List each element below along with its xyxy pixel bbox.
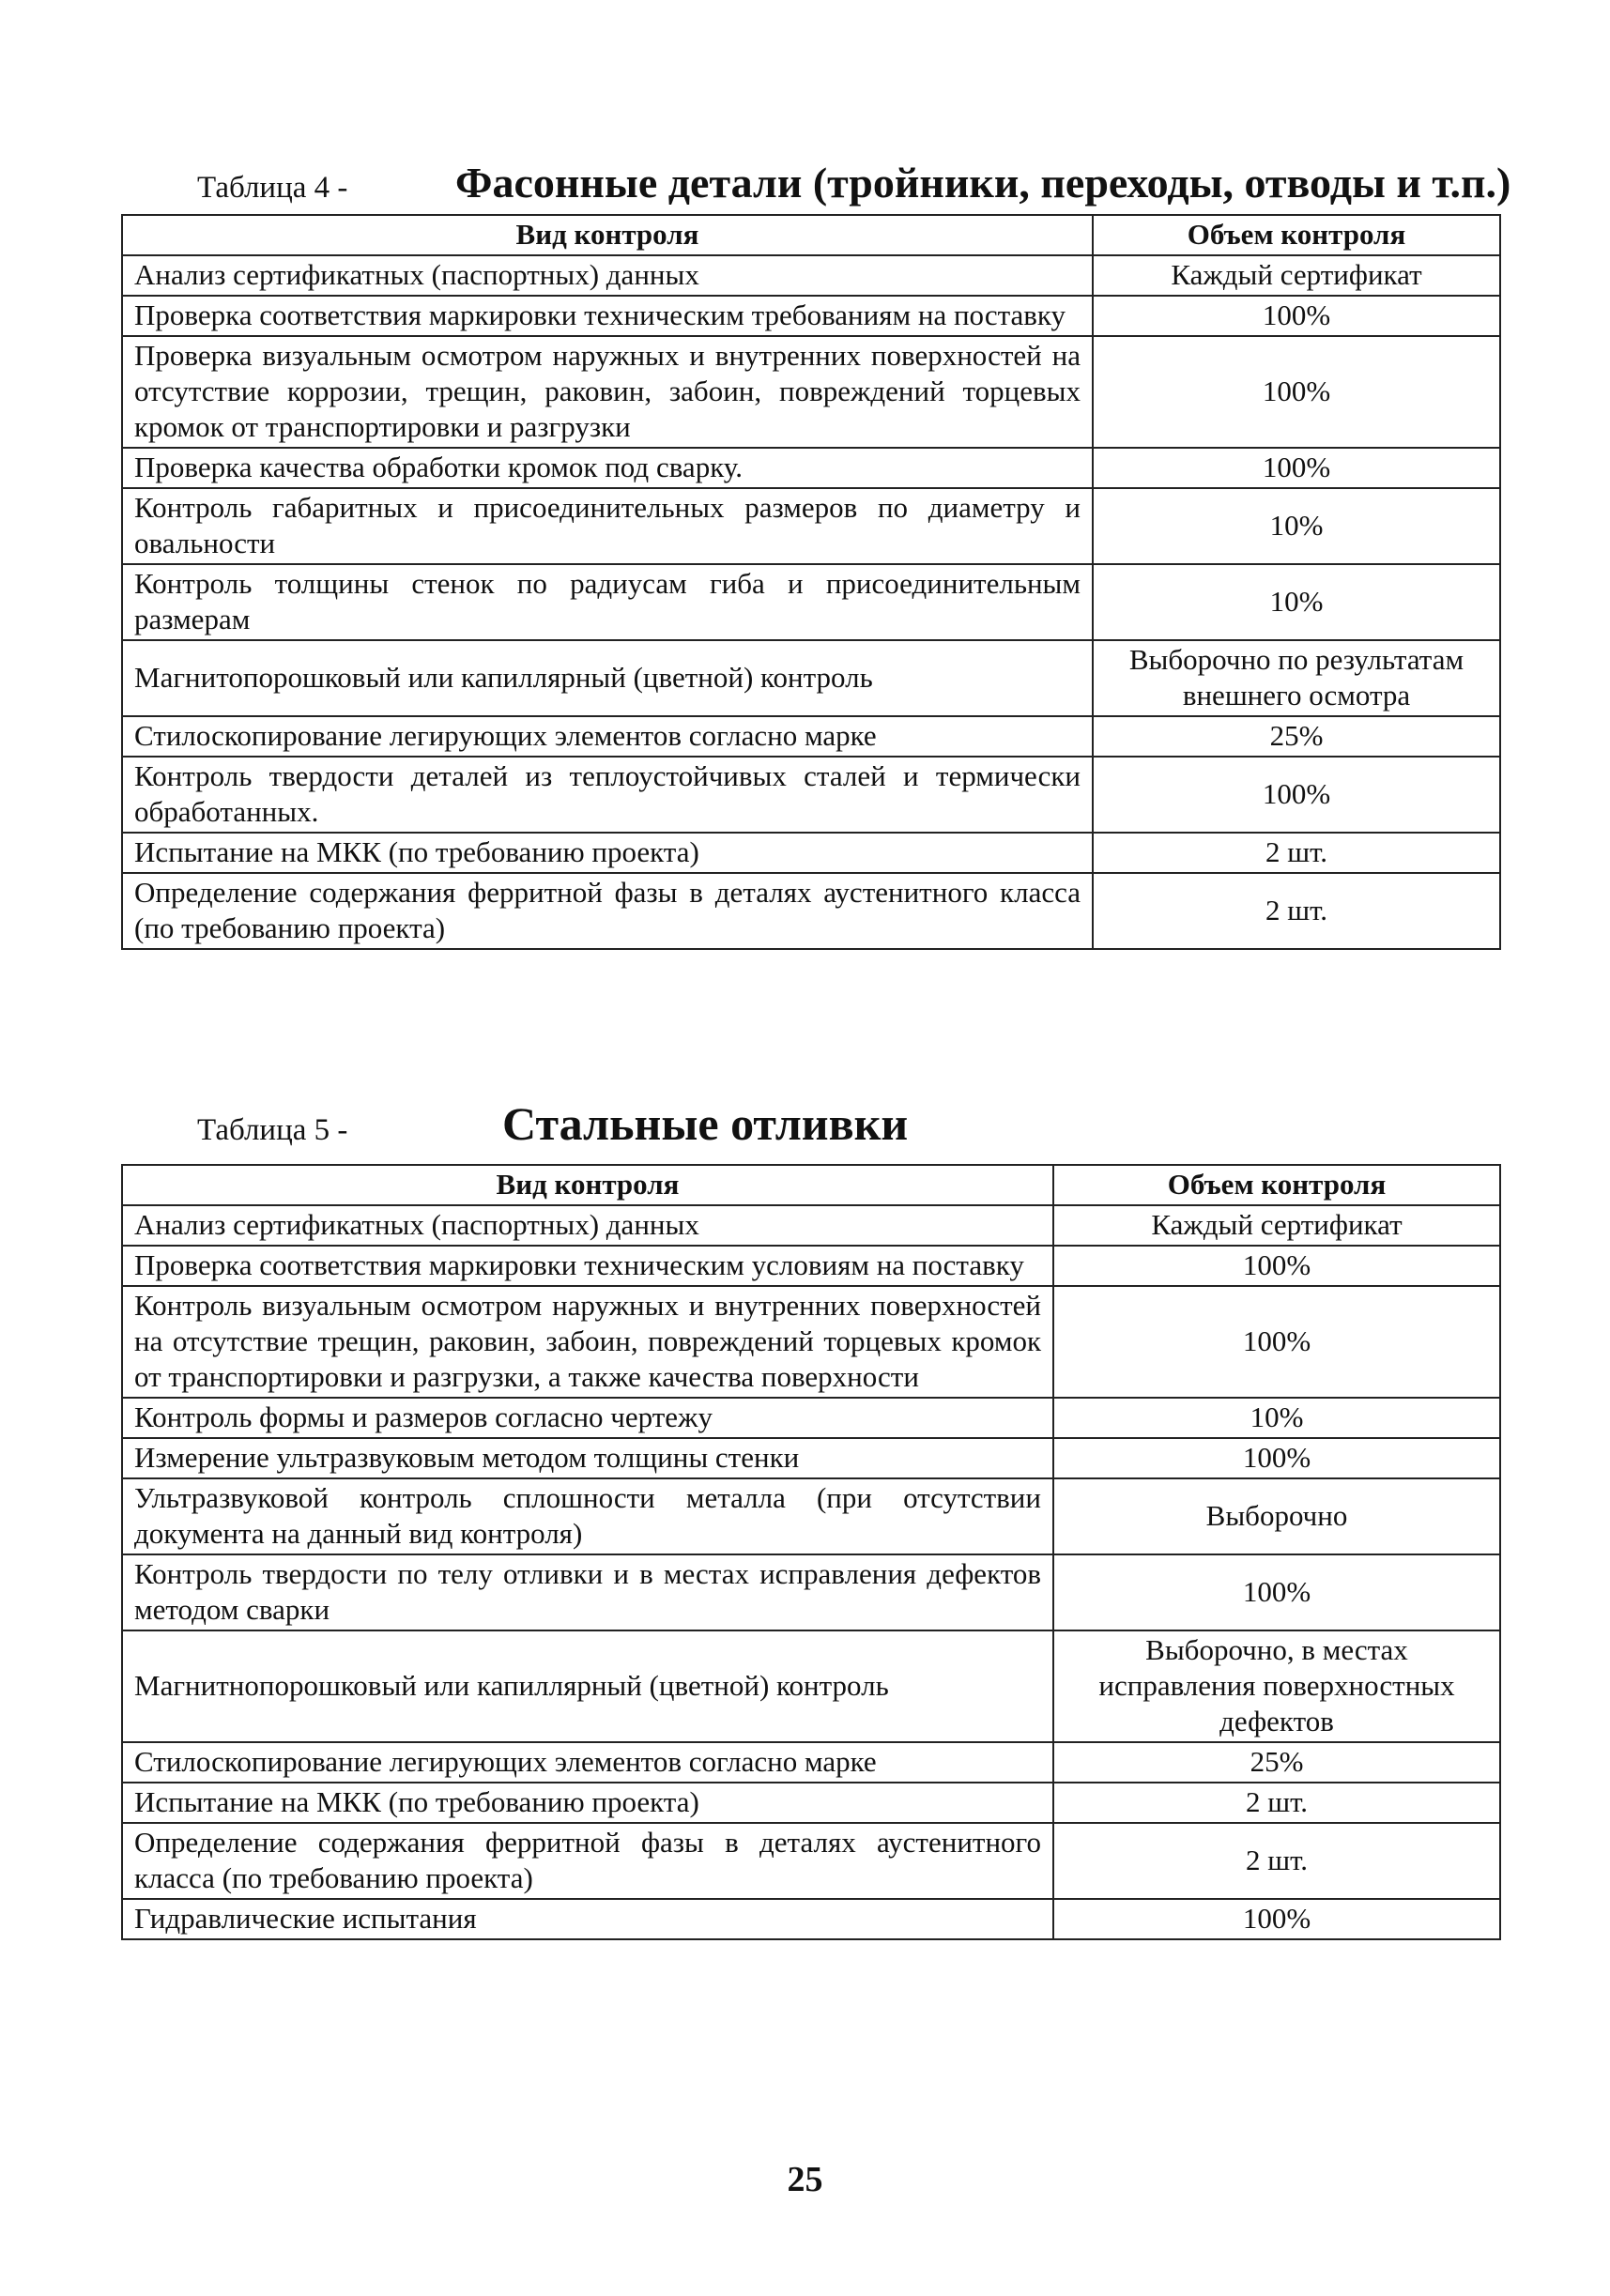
table5-cell-volume: Выборочно bbox=[1053, 1478, 1500, 1554]
table5-cell-kind: Анализ сертификатных (паспортных) данных bbox=[122, 1205, 1053, 1246]
table4-row bbox=[122, 336, 1500, 448]
table5-header-volume: Объем контроля bbox=[1053, 1165, 1500, 1205]
table4-cell-kind: Проверка визуальным осмотром наружных и внутренних поверхностей на отсутствие коррозии, трещин, раковин, забоин, повреждений торцевых кромок от транспортировки и разгрузки bbox=[122, 336, 1093, 448]
table4-cell-kind: Магнитопорошковый или капиллярный (цветной) контроль bbox=[122, 640, 1093, 716]
table5-row bbox=[122, 1554, 1500, 1630]
table5-cell-volume: Каждый сертификат bbox=[1053, 1205, 1500, 1246]
table4-cell-kind: Контроль толщины стенок по радиусам гиба и присоединительным размерам bbox=[122, 564, 1093, 640]
table5-cell-kind: Определение содержания ферритной фазы в деталях аустенитного класса (по требованию проекта) bbox=[122, 1823, 1053, 1899]
table5-row bbox=[122, 1630, 1500, 1742]
table5-cell-volume: 100% bbox=[1053, 1554, 1500, 1630]
table5-cell-volume: 2 шт. bbox=[1053, 1823, 1500, 1899]
table4-cell-kind: Стилоскопирование легирующих элементов согласно марке bbox=[122, 716, 1093, 757]
table5-row bbox=[122, 1398, 1500, 1438]
table4-row bbox=[122, 488, 1500, 564]
table4-cell-kind: Испытание на МКК (по требованию проекта) bbox=[122, 833, 1093, 873]
table5-cell-kind: Контроль твердости по телу отливки и в местах исправления дефектов методом сварки bbox=[122, 1554, 1053, 1630]
table5-cell-volume: 100% bbox=[1053, 1899, 1500, 1939]
page-number: 25 bbox=[787, 2160, 823, 2199]
table4-row bbox=[122, 833, 1500, 873]
table5 bbox=[121, 1164, 1501, 1940]
table5-cell-kind: Гидравлические испытания bbox=[122, 1899, 1053, 1939]
table4-cell-kind: Контроль габаритных и присоединительных размеров по диаметру и овальности bbox=[122, 488, 1093, 564]
table4-label: Таблица 4 - bbox=[197, 171, 348, 205]
table5-cell-kind: Стилоскопирование легирующих элементов согласно марке bbox=[122, 1742, 1053, 1783]
table5-row bbox=[122, 1286, 1500, 1398]
table5-cell-volume: 2 шт. bbox=[1053, 1783, 1500, 1823]
table4-cell-kind: Проверка соответствия маркировки техническим требованиям на поставку bbox=[122, 296, 1093, 336]
table5-header-row bbox=[122, 1165, 1500, 1205]
table4-row bbox=[122, 716, 1500, 757]
table4-cell-volume: 25% bbox=[1093, 716, 1500, 757]
table4-header-row bbox=[122, 215, 1500, 255]
table5-cell-kind: Контроль формы и размеров согласно чертежу bbox=[122, 1398, 1053, 1438]
table5-title: Стальные отливки bbox=[502, 1097, 909, 1150]
table5-cell-volume: 10% bbox=[1053, 1398, 1500, 1438]
table4-header-kind: Вид контроля bbox=[122, 215, 1093, 255]
table4-cell-volume: 100% bbox=[1093, 757, 1500, 833]
table4-cell-kind: Проверка качества обработки кромок под сварку. bbox=[122, 448, 1093, 488]
table5-cell-volume: 100% bbox=[1053, 1286, 1500, 1398]
table5-row bbox=[122, 1823, 1500, 1899]
table4-row bbox=[122, 640, 1500, 716]
table5-row bbox=[122, 1899, 1500, 1939]
table5-cell-kind: Измерение ультразвуковым методом толщины стенки bbox=[122, 1438, 1053, 1478]
table5-row bbox=[122, 1478, 1500, 1554]
table5-label: Таблица 5 - bbox=[197, 1113, 348, 1147]
table4-row bbox=[122, 296, 1500, 336]
table4-row bbox=[122, 448, 1500, 488]
table4-cell-kind: Определение содержания ферритной фазы в деталях аустенитного класса (по требованию проекта) bbox=[122, 873, 1093, 949]
table4-title: Фасонные детали (тройники, переходы, отводы и т.п.) bbox=[455, 159, 1511, 207]
table5-cell-kind: Испытание на МКК (по требованию проекта) bbox=[122, 1783, 1053, 1823]
table4-row bbox=[122, 757, 1500, 833]
table4-header-volume: Объем контроля bbox=[1093, 215, 1500, 255]
table4-row bbox=[122, 255, 1500, 296]
table5-row bbox=[122, 1205, 1500, 1246]
table5-row bbox=[122, 1438, 1500, 1478]
table4-row bbox=[122, 564, 1500, 640]
table5-cell-volume: 100% bbox=[1053, 1438, 1500, 1478]
table4-row bbox=[122, 873, 1500, 949]
table4-cell-volume: 10% bbox=[1093, 488, 1500, 564]
table4-cell-volume: Выборочно по результатам внешнего осмотра bbox=[1093, 640, 1500, 716]
table4-cell-volume: 2 шт. bbox=[1093, 873, 1500, 949]
table4-cell-volume: 10% bbox=[1093, 564, 1500, 640]
table5-row bbox=[122, 1783, 1500, 1823]
table4-cell-volume: 100% bbox=[1093, 336, 1500, 448]
table5-header-kind: Вид контроля bbox=[122, 1165, 1053, 1205]
table5-cell-kind: Проверка соответствия маркировки техническим условиям на поставку bbox=[122, 1246, 1053, 1286]
table5-cell-volume: 100% bbox=[1053, 1246, 1500, 1286]
table5-cell-volume: 25% bbox=[1053, 1742, 1500, 1783]
table5-cell-kind: Контроль визуальным осмотром наружных и внутренних поверхностей на отсутствие трещин, раковин, забоин, повреждений торцевых кромок от транспортировки и разгрузки, а также качества поверхности bbox=[122, 1286, 1053, 1398]
table4-cell-volume: 100% bbox=[1093, 448, 1500, 488]
table4-cell-volume: 100% bbox=[1093, 296, 1500, 336]
table5-row bbox=[122, 1246, 1500, 1286]
table4-cell-kind: Анализ сертификатных (паспортных) данных bbox=[122, 255, 1093, 296]
table4-caption bbox=[197, 158, 1510, 207]
table5-row bbox=[122, 1742, 1500, 1783]
table4 bbox=[121, 214, 1501, 950]
table5-cell-volume: Выборочно, в местах исправления поверхностных дефектов bbox=[1053, 1630, 1500, 1742]
table5-caption bbox=[197, 1096, 908, 1151]
table4-cell-kind: Контроль твердости деталей из теплоустойчивых сталей и термически обработанных. bbox=[122, 757, 1093, 833]
table4-cell-volume: 2 шт. bbox=[1093, 833, 1500, 873]
table5-cell-kind: Ультразвуковой контроль сплошности металла (при отсутствии документа на данный вид контроля) bbox=[122, 1478, 1053, 1554]
table4-cell-volume: Каждый сертификат bbox=[1093, 255, 1500, 296]
table5-cell-kind: Магнитнопорошковый или капиллярный (цветной) контроль bbox=[122, 1630, 1053, 1742]
